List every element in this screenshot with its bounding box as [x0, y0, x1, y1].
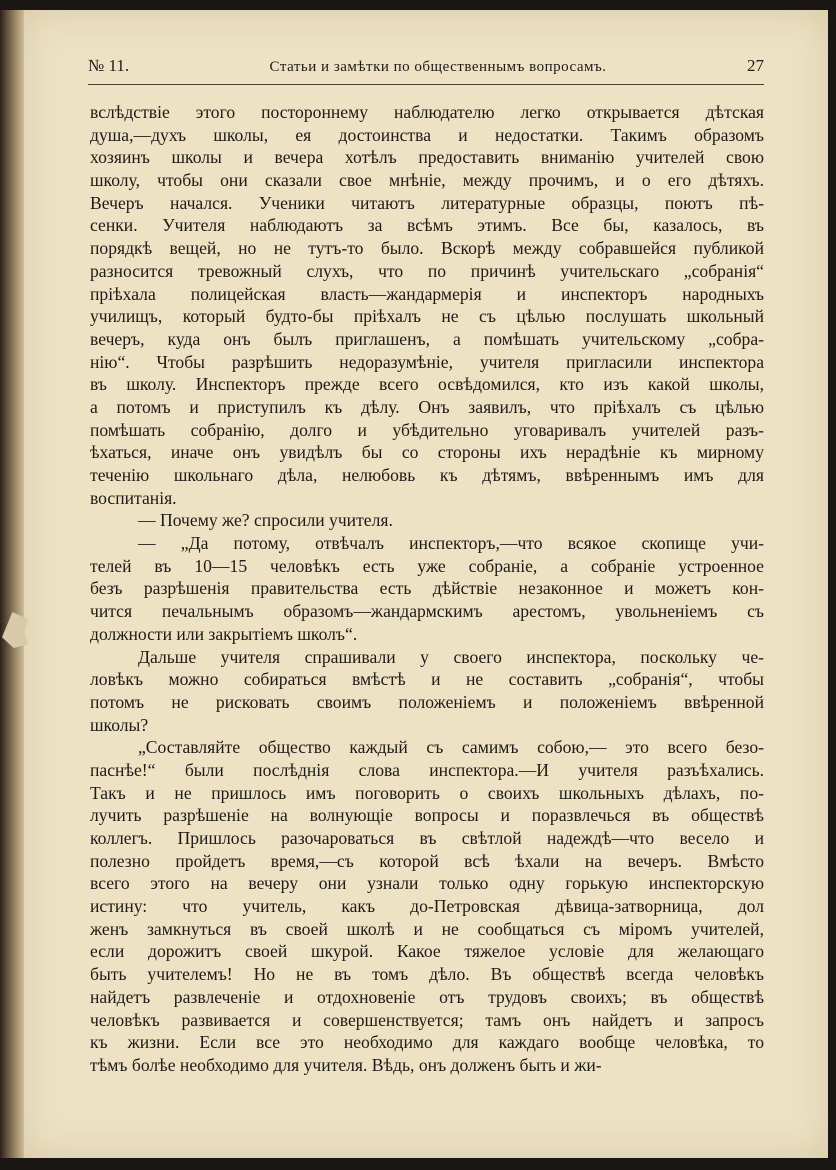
text-line: сенки. Учителя наблюдаютъ за всѣмъ этимъ. Все бы, казалось, въ — [90, 215, 764, 236]
text-line: ловѣкъ можно собираться вмѣстѣ и не составить „собранія“, чтобы — [90, 669, 764, 690]
text-line: хозяинъ школы и вечера хотѣлъ предоставить вниманію учителей свою — [90, 147, 764, 168]
text-line: Такъ и не пришлось имъ поговорить о своихъ школьныхъ дѣлахъ, по- — [90, 782, 764, 803]
text-line: ѣхаться, иначе онъ увидѣлъ бы со стороны ихъ нерадѣніе къ мирному — [90, 442, 764, 463]
text-line: къ жизни. Если все это необходимо для каждаго вообще человѣка, то — [90, 1032, 764, 1053]
text-line: телей въ 10—15 человѣкъ есть уже собраніе, а собраніе устроенное — [90, 555, 764, 576]
text-line: „Составляйте общество каждый съ самимъ собою,— это всего безо- — [138, 737, 764, 758]
paragraph — [90, 736, 764, 1076]
text-line: разносится тревожный слухъ, что по причинѣ учительскаго „собранія“ — [90, 260, 764, 281]
text-line: душа,—духъ школы, ея достоинства и недостатки. Такимъ образомъ — [90, 124, 764, 145]
article-body — [90, 101, 764, 1077]
text-line: чится печальнымъ образомъ—жандармскимъ арестомъ, увольненіемъ съ — [90, 601, 764, 622]
issue-number: № 11. — [88, 56, 130, 75]
text-line: паснѣе!“ были послѣднія слова инспектора.—И учителя разъѣхались. — [90, 759, 764, 780]
text-line: лучить разрѣшеніе на волнующіе вопросы и поразвлечься въ обществѣ — [90, 805, 764, 826]
text-line: Дальше учителя спрашивали у своего инспектора, поскольку че- — [138, 646, 764, 667]
text-line: человѣкъ развивается и совершенствуется; тамъ онъ найдетъ и запросъ — [90, 1009, 764, 1030]
paragraph — [90, 509, 764, 532]
text-line: если дорожитъ своей шкурой. Какое тяжелое условіе для желающаго — [90, 941, 764, 962]
text-line: найдетъ развлеченіе и отдохновеніе отъ трудовъ своихъ; въ обществѣ — [90, 986, 764, 1007]
text-line: истину: что учитель, какъ до-Петровская дѣвица-затворница, дол — [90, 896, 764, 917]
text-line: школы? — [90, 714, 149, 735]
text-line: школу, чтобы они сказали свое мнѣніе, между прочимъ, и о его дѣтяхъ. — [90, 170, 764, 191]
text-line: вслѣдствіе этого постороннему наблюдателю легко открывается дѣтская — [90, 102, 764, 122]
text-line: быть учителемъ! Но не въ томъ дѣло. Въ обществѣ всегда человѣкъ — [90, 964, 764, 985]
text-line: помѣшать собранію, долго и убѣдительно уговаривалъ учителей разъ- — [90, 419, 764, 440]
text-line: а потомъ и приступилъ къ дѣлу. Онъ заявилъ, что пріѣхалъ съ цѣлью — [90, 396, 764, 417]
paragraph — [90, 646, 764, 737]
text-line: безъ разрѣшенія правительства есть дѣйствіе незаконное и можетъ кон- — [90, 578, 764, 599]
text-line: тѣмъ болѣе необходимо для учителя. Вѣдь, онъ долженъ быть и жи- — [90, 1054, 602, 1075]
text-line: полезно пройдетъ время,—съ которой всѣ ѣхали на вечеръ. Вмѣсто — [90, 850, 764, 871]
paragraph — [90, 532, 764, 645]
text-line: потомъ не рисковать своимъ положеніемъ и положеніемъ ввѣренной — [90, 691, 764, 712]
section-title: Статьи и замѣтки по общественнымъ вопросамъ. — [269, 59, 607, 75]
text-line: порядкѣ вещей, но не тутъ-то было. Вскорѣ между собравшейся публикой — [90, 238, 764, 259]
text-line: всего этого на вечеру они узнали только одну горькую инспекторскую — [90, 873, 764, 894]
text-line: Вечеръ начался. Ученики читаютъ литературные образцы, поютъ пѣ- — [90, 192, 764, 213]
text-line: вечеръ, куда онъ былъ приглашенъ, а помѣшать учительскому „собра- — [90, 328, 764, 349]
text-line: воспитанія. — [90, 487, 177, 508]
text-line: — „Да потому, отвѣчалъ инспекторъ,—что всякое скопище учи- — [138, 533, 764, 554]
text-line: — Почему же? спросили учителя. — [138, 510, 393, 531]
text-line: должности или закрытіемъ школъ“. — [90, 623, 358, 644]
text-line: нію“. Чтобы разрѣшить недоразумѣніе, учителя пригласили инспектора — [90, 351, 764, 372]
text-line: училищъ, который будто-бы пріѣхалъ не съ цѣлью послушать школьный — [90, 306, 764, 327]
book-spine — [0, 10, 24, 1158]
paragraph — [90, 101, 764, 509]
text-line: въ школу. Инспекторъ прежде всего освѣдомился, кто изъ какой школы, — [90, 374, 764, 395]
running-header — [88, 56, 764, 84]
text-line: коллегъ. Пришлось разочароваться въ свѣтлой надеждѣ—что весело и — [90, 828, 764, 848]
text-line: пріѣхала полицейская власть—жандармерія и инспекторъ народныхъ — [90, 283, 764, 304]
text-line: женъ замкнуться въ своей школѣ и не сообщаться съ міромъ учителей, — [90, 918, 764, 939]
text-line: теченію школьнаго дѣла, нелюбовь къ дѣтямъ, ввѣреннымъ имъ для — [90, 465, 764, 485]
page-number: 27 — [746, 56, 764, 75]
header-rule — [88, 84, 764, 85]
